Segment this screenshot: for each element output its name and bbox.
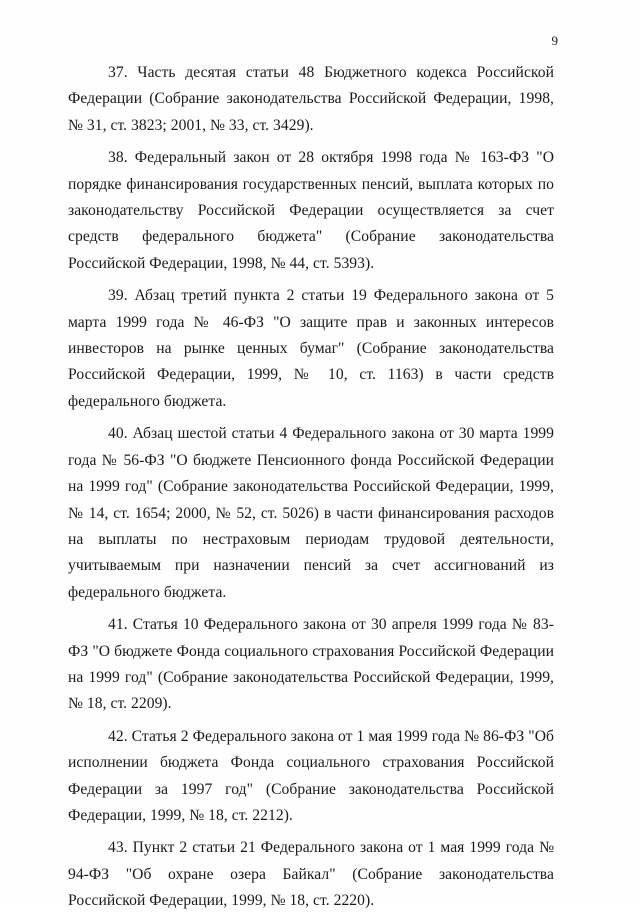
list-item-41: 41. Статья 10 Федерального закона от 30 апреля 1999 года № 83-ФЗ "О бюджете Фонда социального страхования Российской Федерации на 1999 год" (Собрание законодательства Российской Федерации, 1999, № 18, ст. 2209). — [68, 616, 554, 713]
list-item-40: 40. Абзац шестой статьи 4 Федерального закона от 30 марта 1999 года № 56-ФЗ "О бюджете Пенсионного фонда Российской Федерации на 1999 год" (Собрание законодательства Российской Федерации, 1999, № 14, ст. 1654; 2000, № 52, ст. 5026) в части финансирования расходов на выплаты по нестраховым периодам трудовой деятельности, учитываемым при назначении пенсий за счет ассигнований из федерального бюджета. — [68, 425, 554, 601]
list-item-38: 38. Федеральный закон от 28 октября 1998 года № 163-ФЗ "О порядке финансирования государственных пенсий, выплата которых по законодательству Российской Федерации осуществляется за счет средств федерального бюджета" (Собрание законодательства Российской Федерации, 1998, № 44, ст. 5393). — [68, 149, 554, 272]
list-item-39: 39. Абзац третий пункта 2 статьи 19 Федерального закона от 5 марта 1999 года № 46-ФЗ "О защите прав и законных интересов инвесторов на рынке ценных бумаг" (Собрание законодательства Российской Федерации, 1999, № 10, ст. 1163) в части средств федерального бюджета. — [68, 287, 554, 410]
page-number: 9 — [551, 33, 558, 48]
list-item-42: 42. Статья 2 Федерального закона от 1 мая 1999 года № 86-ФЗ "Об исполнении бюджета Фонда социального страхования Российской Федерации за 1997 год" (Собрание законодательства Российской Федерации, 1999, № 18, ст. 2212). — [68, 727, 554, 824]
list-item-37: 37. Часть десятая статьи 48 Бюджетного кодекса Российской Федерации (Собрание законодательства Российской Федерации, 1998, № 31, ст. 3823; 2001, № 33, ст. 3429). — [68, 64, 554, 134]
list-item-43: 43. Пункт 2 статьи 21 Федерального закона от 1 мая 1999 года № 94-ФЗ "Об охране озера Байкал" (Собрание законодательства Российской Федерации, 1999, № 18, ст. 2220). — [68, 839, 554, 910]
document-body — [68, 60, 554, 921]
